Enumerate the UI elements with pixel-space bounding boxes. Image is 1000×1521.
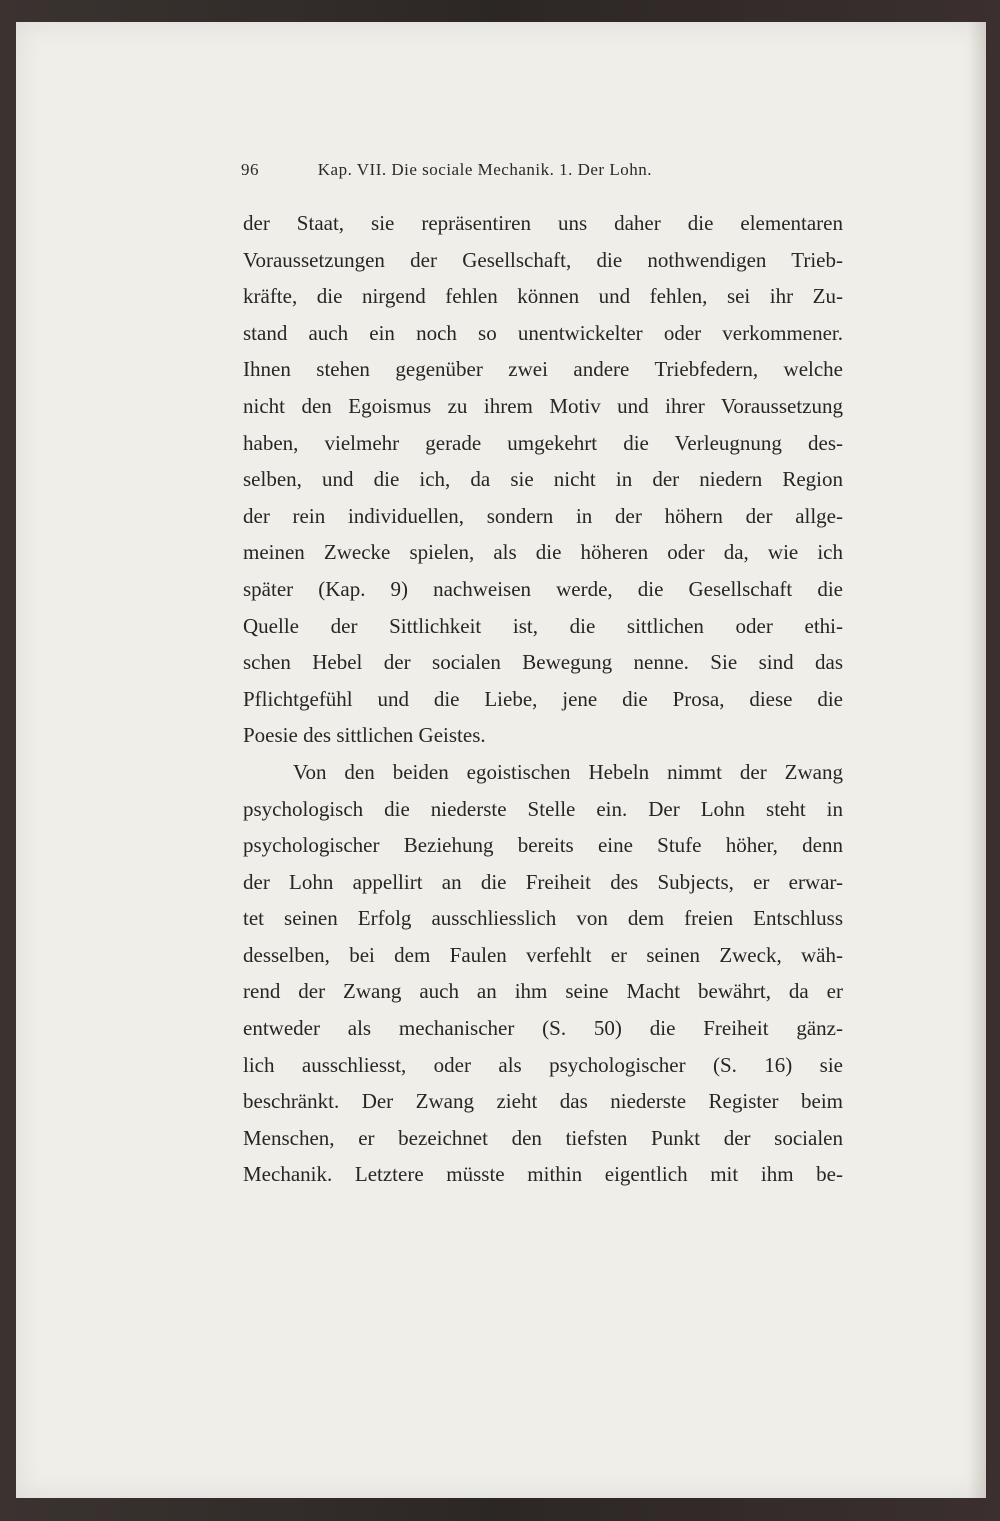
running-title: Kap. VII. Die sociale Mechanik. 1. Der Lohn. <box>317 160 652 179</box>
text-line: desselben, bei dem Faulen verfehlt er seinen Zweck, wäh- <box>243 942 843 967</box>
text-line: später (Kap. 9) nachweisen werde, die Gesellschaft die <box>243 576 843 601</box>
page-number: 96 <box>241 160 259 179</box>
text-line: Ihnen stehen gegenüber zwei andere Triebfedern, welche <box>243 357 843 382</box>
text-line: rend der Zwang auch an ihm seine Macht bewährt, da er <box>243 979 843 1004</box>
body-text <box>243 205 843 1193</box>
text-line: der rein individuellen, sondern in der höhern der allge- <box>243 503 843 528</box>
text-line: meinen Zwecke spielen, als die höheren oder da, wie ich <box>243 540 843 565</box>
text-line: Quelle der Sittlichkeit ist, die sittlichen oder ethi- <box>243 613 843 638</box>
text-line: lich ausschliesst, oder als psychologischer (S. 16) sie <box>243 1052 843 1077</box>
text-line: stand auch ein noch so unentwickelter oder verkommener. <box>243 320 843 345</box>
text-line: Von den beiden egoistischen Hebeln nimmt der Zwang <box>293 759 843 784</box>
page-edge-shadow <box>968 22 986 1498</box>
text-line: Pflichtgefühl und die Liebe, jene die Prosa, diese die <box>243 686 843 711</box>
text-line: selben, und die ich, da sie nicht in der niedern Region <box>243 467 843 492</box>
text-line: Poesie des sittlichen Geistes. <box>243 723 486 748</box>
text-line: schen Hebel der socialen Bewegung nenne. Sie sind das <box>243 650 843 675</box>
text-line: Mechanik. Letztere müsste mithin eigentlich mit ihm be- <box>243 1162 843 1187</box>
text-line: haben, vielmehr gerade umgekehrt die Verleugnung des- <box>243 430 843 455</box>
text-line: psychologisch die niederste Stelle ein. Der Lohn steht in <box>243 796 843 821</box>
running-head <box>241 160 841 180</box>
text-line: kräfte, die nirgend fehlen können und fehlen, sei ihr Zu- <box>243 284 843 309</box>
text-line: der Staat, sie repräsentiren uns daher die elementaren <box>243 211 843 235</box>
text-line: Voraussetzungen der Gesellschaft, die nothwendigen Trieb- <box>243 247 843 272</box>
text-line: psychologischer Beziehung bereits eine Stufe höher, denn <box>243 833 843 858</box>
text-line: entweder als mechanischer (S. 50) die Freiheit gänz- <box>243 1016 843 1041</box>
text-line: der Lohn appellirt an die Freiheit des Subjects, er erwar- <box>243 869 843 894</box>
text-line: nicht den Egoismus zu ihrem Motiv und ihrer Voraussetzung <box>243 393 843 418</box>
text-line: Menschen, er bezeichnet den tiefsten Punkt der socialen <box>243 1125 843 1150</box>
text-line: beschränkt. Der Zwang zieht das niederste Register beim <box>243 1089 843 1114</box>
text-line: tet seinen Erfolg ausschliesslich von dem freien Entschluss <box>243 906 843 931</box>
